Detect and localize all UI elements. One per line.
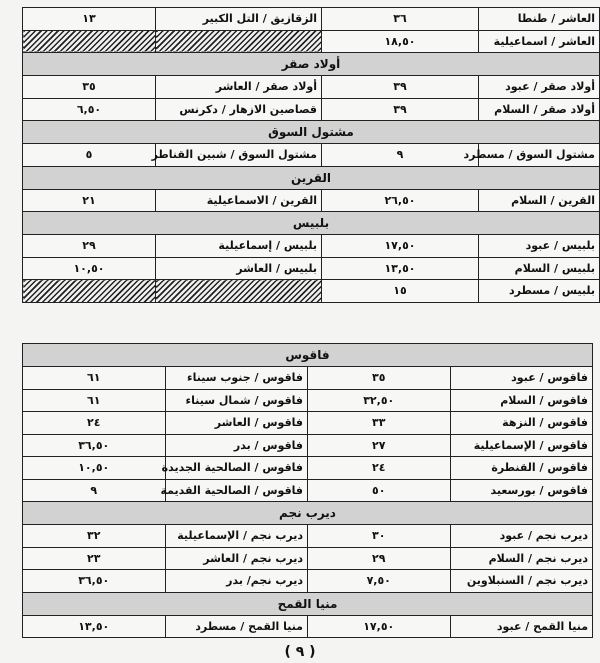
table-row bbox=[23, 257, 600, 280]
section-header-row bbox=[23, 212, 600, 235]
table-row bbox=[23, 144, 600, 167]
fare-cell: ٢٤ bbox=[23, 412, 166, 435]
fare-cell: ٣٩ bbox=[322, 76, 479, 99]
route-cell: أولاد صقر / العاشر bbox=[156, 76, 322, 99]
route-cell: القرين / السلام bbox=[479, 189, 600, 212]
section-title: أولاد صقر bbox=[23, 53, 600, 76]
route-cell: فاقوس / جنوب سيناء bbox=[165, 367, 308, 390]
fare-cell: ٢٧ bbox=[308, 434, 451, 457]
route-cell: أولاد صقر / عبود bbox=[479, 76, 600, 99]
route-cell: ديرب نجم / السلام bbox=[450, 547, 593, 570]
table-row bbox=[23, 235, 600, 258]
fare-cell: ٢٣ bbox=[23, 547, 166, 570]
fare-cell: ٢٤ bbox=[308, 457, 451, 480]
route-cell: بلبيس / السلام bbox=[479, 257, 600, 280]
route-cell: ديرب نجم / السنبلاوين bbox=[450, 570, 593, 593]
table-row bbox=[23, 367, 593, 390]
fare-cell: ٥٠ bbox=[308, 479, 451, 502]
table-row bbox=[23, 280, 600, 303]
table-row bbox=[23, 434, 593, 457]
route-cell: منيا القمح / مسطرد bbox=[165, 615, 308, 638]
route-cell: الزقازيق / التل الكبير bbox=[156, 8, 322, 31]
fare-cell: ١٠,٥٠ bbox=[23, 257, 156, 280]
hatched-empty-cell bbox=[156, 280, 322, 303]
section-header-row bbox=[23, 502, 593, 525]
fare-cell: ٦١ bbox=[23, 389, 166, 412]
route-cell: ديرب نجم / الإسماعيلية bbox=[165, 525, 308, 548]
fare-cell: ٩ bbox=[23, 479, 166, 502]
route-cell: فاقوس / بدر bbox=[165, 434, 308, 457]
table-row bbox=[23, 98, 600, 121]
fare-table-block-2 bbox=[22, 343, 593, 638]
route-cell: ديرب نجم / العاشر bbox=[165, 547, 308, 570]
fare-cell: ٢٩ bbox=[308, 547, 451, 570]
fare-cell: ١٣,٥٠ bbox=[322, 257, 479, 280]
route-cell: قصاصين الازهار / دكرنس bbox=[156, 98, 322, 121]
fare-cell: ١٣ bbox=[23, 8, 156, 31]
route-cell: فاقوس / العاشر bbox=[165, 412, 308, 435]
fare-cell: ٥ bbox=[23, 144, 156, 167]
route-cell: فاقوس / عبود bbox=[450, 367, 593, 390]
fare-cell: ٢٦,٥٠ bbox=[322, 189, 479, 212]
table-row bbox=[23, 76, 600, 99]
section-title: بلبيس bbox=[23, 212, 600, 235]
block1-body bbox=[23, 8, 600, 303]
fare-cell: ٣٢ bbox=[23, 525, 166, 548]
route-cell: فاقوس / الإسماعيلية bbox=[450, 434, 593, 457]
table-row bbox=[23, 457, 593, 480]
section-header-row bbox=[23, 166, 600, 189]
fare-cell: ٣٦ bbox=[322, 8, 479, 31]
table-row bbox=[23, 615, 593, 638]
block2-body bbox=[23, 344, 593, 638]
route-cell: فاقوس / القنطرة bbox=[450, 457, 593, 480]
section-header-row bbox=[23, 121, 600, 144]
table-row bbox=[23, 8, 600, 31]
section-title: فاقوس bbox=[23, 344, 593, 367]
fare-cell: ٣٠ bbox=[308, 525, 451, 548]
page-number: ( ٩ ) bbox=[284, 644, 316, 660]
hatched-empty-cell bbox=[23, 280, 156, 303]
fare-cell: ١٣,٥٠ bbox=[23, 615, 166, 638]
fare-cell: ٢٩ bbox=[23, 235, 156, 258]
fare-cell: ٩ bbox=[322, 144, 479, 167]
route-cell: بلبيس / مسطرد bbox=[479, 280, 600, 303]
section-header-row bbox=[23, 53, 600, 76]
fare-cell: ١٨,٥٠ bbox=[322, 30, 479, 53]
top-cut-text bbox=[0, 0, 600, 3]
section-title: القرين bbox=[23, 166, 600, 189]
table-row bbox=[23, 547, 593, 570]
fare-table-block-1 bbox=[22, 7, 600, 303]
fare-cell: ٣٥ bbox=[308, 367, 451, 390]
route-cell: فاقوس / الصالحية الجديدة bbox=[165, 457, 308, 480]
fare-cell: ١٧,٥٠ bbox=[308, 615, 451, 638]
route-cell: فاقوس / النزهة bbox=[450, 412, 593, 435]
route-cell: العاشر / طنطا bbox=[479, 8, 600, 31]
fare-cell: ٣٥ bbox=[23, 76, 156, 99]
section-title: مشتول السوق bbox=[23, 121, 600, 144]
section-header-row bbox=[23, 592, 593, 615]
fare-cell: ٧,٥٠ bbox=[308, 570, 451, 593]
fare-cell: ٢١ bbox=[23, 189, 156, 212]
route-cell: ديرب نجم / عبود bbox=[450, 525, 593, 548]
table-row bbox=[23, 189, 600, 212]
route-cell: أولاد صقر / السلام bbox=[479, 98, 600, 121]
fare-cell: ٣٩ bbox=[322, 98, 479, 121]
table-row bbox=[23, 570, 593, 593]
route-cell: فاقوس / بورسعيد bbox=[450, 479, 593, 502]
hatched-empty-cell bbox=[23, 30, 156, 53]
section-title: منيا القمح bbox=[23, 592, 593, 615]
hatched-empty-cell bbox=[156, 30, 322, 53]
fare-cell: ٣٢,٥٠ bbox=[308, 389, 451, 412]
route-cell: بلبيس / إسماعيلية bbox=[156, 235, 322, 258]
fare-cell: ١٧,٥٠ bbox=[322, 235, 479, 258]
fare-cell: ١٠,٥٠ bbox=[23, 457, 166, 480]
route-cell: مشتول السوق / مسطرد bbox=[479, 144, 600, 167]
route-cell: منيا القمح / عبود bbox=[450, 615, 593, 638]
section-header-row bbox=[23, 344, 593, 367]
table-row bbox=[23, 412, 593, 435]
table-row bbox=[23, 525, 593, 548]
section-title: ديرب نجم bbox=[23, 502, 593, 525]
fare-cell: ٣٦,٥٠ bbox=[23, 434, 166, 457]
route-cell: العاشر / اسماعيلية bbox=[479, 30, 600, 53]
route-cell: فاقوس / السلام bbox=[450, 389, 593, 412]
route-cell: فاقوس / الصالحية القديمة bbox=[165, 479, 308, 502]
route-cell: مشتول السوق / شبين القناطر bbox=[156, 144, 322, 167]
fare-cell: ٣٣ bbox=[308, 412, 451, 435]
fare-cell: ٣٦,٥٠ bbox=[23, 570, 166, 593]
table-row bbox=[23, 30, 600, 53]
table-row bbox=[23, 389, 593, 412]
route-cell: ديرب نجم/ بدر bbox=[165, 570, 308, 593]
fare-cell: ٦١ bbox=[23, 367, 166, 390]
fare-cell: ١٥ bbox=[322, 280, 479, 303]
route-cell: بلبيس / العاشر bbox=[156, 257, 322, 280]
route-cell: فاقوس / شمال سيناء bbox=[165, 389, 308, 412]
route-cell: القرين / الاسماعيلية bbox=[156, 189, 322, 212]
route-cell: بلبيس / عبود bbox=[479, 235, 600, 258]
table-row bbox=[23, 479, 593, 502]
fare-cell: ٦,٥٠ bbox=[23, 98, 156, 121]
